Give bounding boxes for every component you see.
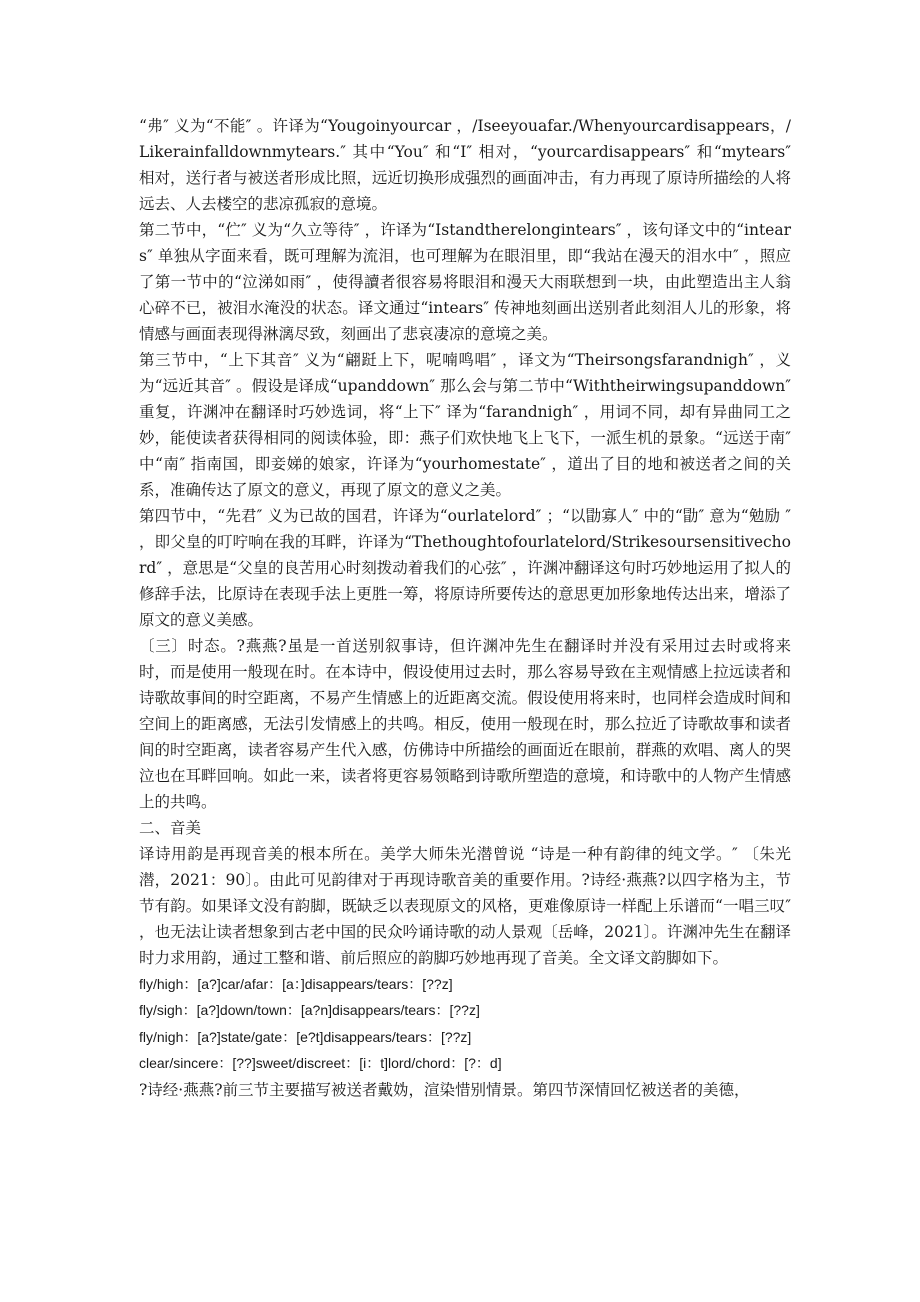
section-heading-sound-beauty: 二、音美 — [139, 819, 202, 837]
paragraph-5-tense: 〔三〕时态。?燕燕?虽是一首送别叙事诗，但许渊冲先生在翻译时并没有采用过去时或将来时，而是使用一般现在时。在本诗中，假设使用过去时，那么容易导致在主观情感上拉远读者和诗歌故事间的时空距离，不易产生情感上的近距离交流。假设使用将来时，也同样会造成时间和空间上的距离感，无法引发情感上的共鸣。相反，使用一般现在时，那么拉近了诗歌故事和读者间的时空距离，读者容易产生代入感，仿佛诗中所描绘的画面近在眼前，群燕的欢唱、离人的哭泣也在耳畔回响。如此一来，读者将更容易领略到诗歌所塑造的意境，和诗歌中的人物产生情感上的共鸣。 — [139, 637, 791, 811]
document-page — [139, 113, 791, 1103]
paragraph-7-closing: ?诗经·燕燕?前三节主要描写被送者戴妫，渲染惜别情景。第四节深情回忆被送者的美德， — [139, 1080, 750, 1099]
paragraph-6-rhyme-intro: 译诗用韵是再现音美的根本所在。美学大师朱光潜曾说 “诗是一种有韵律的纯文学。″ 〔朱光潜，2021：90〕。由此可见韵律对于再现诗歌音美的重要作用。?诗经·燕燕?以四字格为主，节节有韵。如果译文没有韵脚，既缺乏以表现原文的风格，更难像原诗一样配上乐谱而“一唱三叹″ ，也无法让读者想象到古老中国的民众吟诵诗歌的动人景观〔岳峰，2021〕。许渊冲先生在翻译时力求用韵，通过工整和谐、前后照应的韵脚巧妙地再现了音美。全文译文韵脚如下。 — [139, 845, 791, 967]
rhyme-line-1: fly/high：[a?]car/afar：[a：]disappears/tears：[??z] — [139, 976, 453, 992]
rhyme-line-2: fly/sigh：[a?]down/town：[a?n]disappears/tears：[??z] — [139, 1002, 480, 1019]
rhyme-line-4: clear/sincere：[??]sweet/discreet：[i：t]lord/chord：[?：d] — [139, 1055, 502, 1072]
paragraph-2-section-two: 第二节中，“伫″ 义为“久立等待″ ，许译为“Istandtherelongintears″ ，该句译文中的“intears″ 单独从字面来看，既可理解为流泪，也可理解为在眼泪里，即“我站在漫天的泪水中″ ，照应了第一节中的“泣涕如雨″ ，使得讀者很容易将眼泪和漫天大雨联想到一块，由此塑造出主人翁心碎不已，被泪水淹没的状态。译文通过“intears″ 传神地刻画出送别者此刻泪人儿的形象，将情感与画面表现得淋漓尽致，刻画出了悲哀凄凉的意境之美。 — [139, 221, 791, 343]
paragraph-1-translation-analysis: “弗″ 义为“不能″ 。许译为“Yougoinyourcar ，/Iseeyouafar./Whenyourcardisappears，/Likerainfalldownmytears.″ 其中“You″ 和“I″ 相对，“yourcardisappears″ 和“mytears″ 相对，送行者与被送者形成比照，远近切换形成强烈的画面冲击，有力再现了原诗所描绘的人将远去、人去楼空的悲凉孤寂的意境。 — [139, 117, 791, 213]
paragraph-4-section-four: 第四节中，“先君″ 义为已故的国君，许译为“ourlatelord″ ；“以勖寡人″ 中的“勖″ 意为“勉励 ″ ，即父皇的叮咛响在我的耳畔，许译为“Thethoughtofourlatelord/Strikesoursensitivechord″ ，意思是“父皇的良苦用心时刻拨动着我们的心弦″ ，许渊冲翻译这句时巧妙地运用了拟人的修辞手法，比原诗在表现手法上更胜一筹，将原诗所要传达的意思更加形象地传达出来，增添了原文的意义美感。 — [139, 507, 791, 629]
paragraph-3-section-three: 第三节中，“上下其音″ 义为“翩跹上下，呢喃鸣唱″ ，译文为“Theirsongsfarandnigh″ ，义为“远近其音″ 。假设是译成“upanddown″ 那么会与第二节中“Withtheirwingsupanddown″ 重复，许渊冲在翻译时巧妙选词，将“上下″ 译为“farandnigh″ ，用词不同，却有异曲同工之妙，能使读者获得相同的阅读体验，即：燕子们欢快地飞上飞下，一派生机的景象。“远送于南″ 中“南″ 指南国，即妾娣的娘家，许译为“yourhomestate″ ，道出了目的地和被送者之间的关系，准确传达了原文的意义，再现了原文的意义之美。 — [139, 351, 791, 499]
rhyme-line-3: fly/nigh：[a?]state/gate：[e?t]disappears/tears：[??z] — [139, 1028, 472, 1045]
